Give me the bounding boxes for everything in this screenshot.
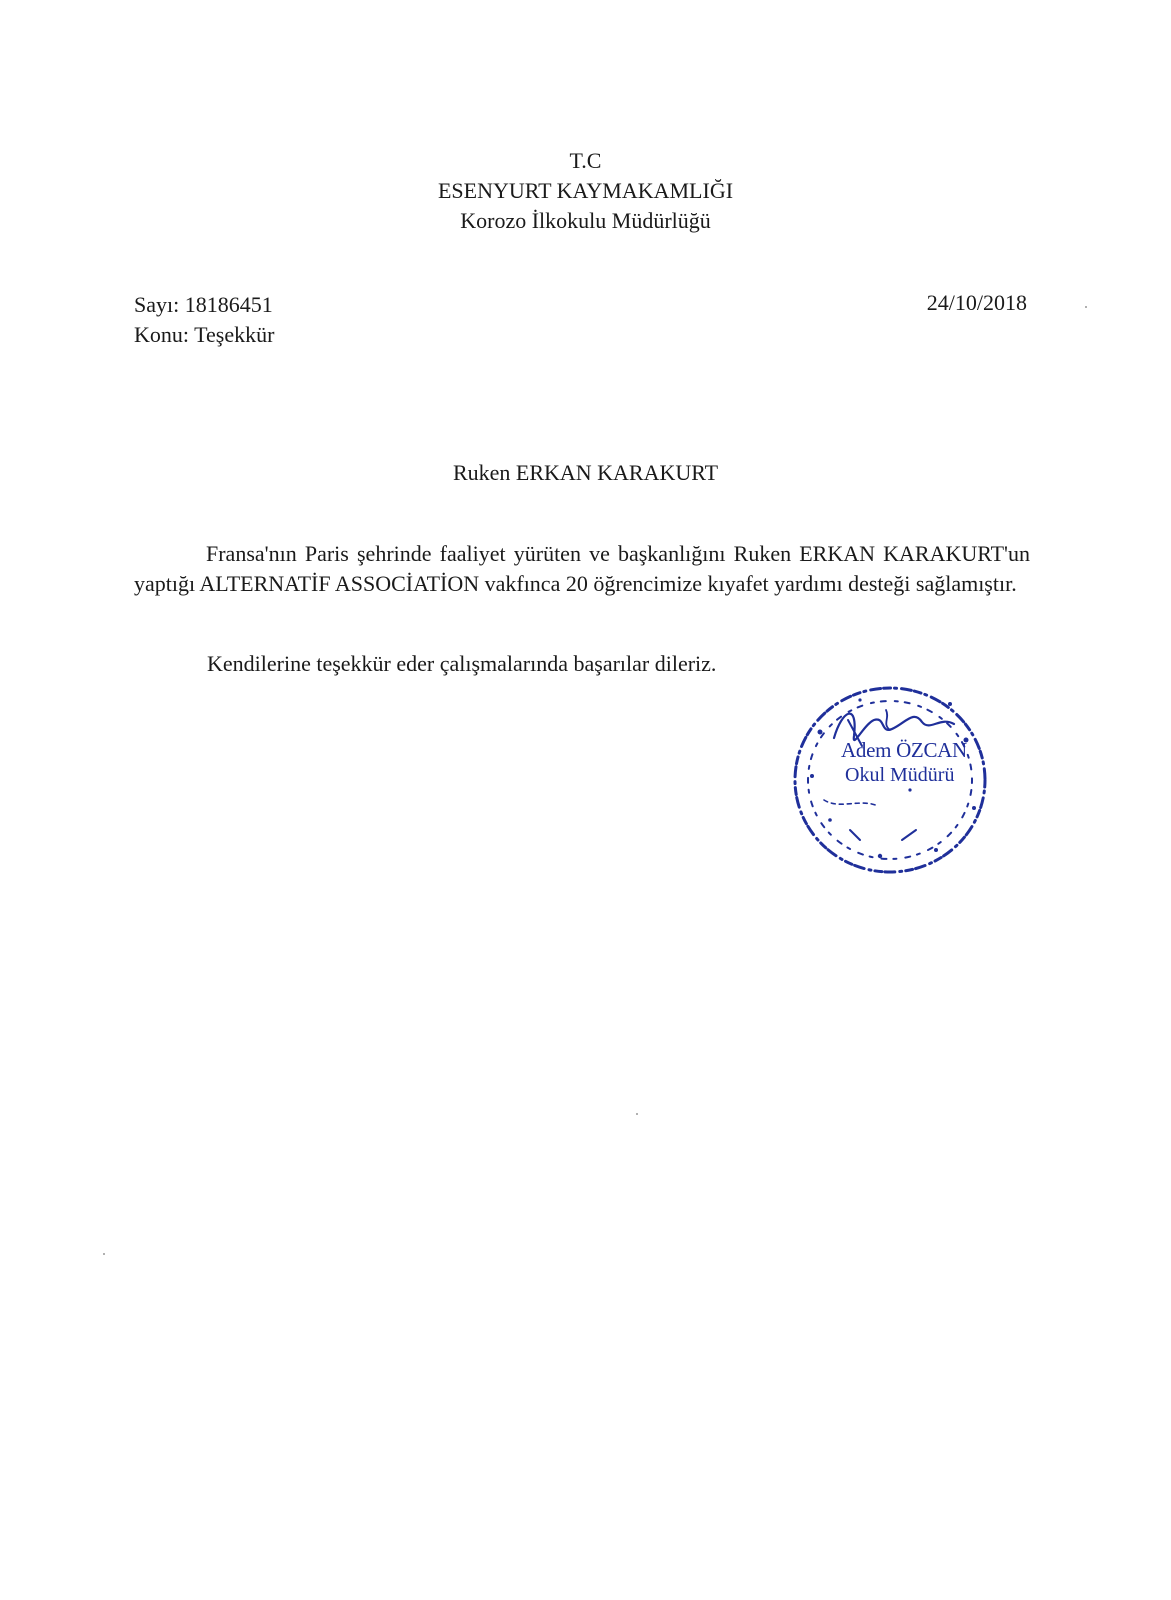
- scan-speck: [636, 1113, 638, 1115]
- letterhead-school: Korozo İlkokulu Müdürlüğü: [460, 208, 711, 233]
- signatory-name: Adem ÖZCAN: [841, 738, 967, 762]
- official-stamp: [790, 680, 1000, 880]
- scan-speck: [103, 1253, 105, 1255]
- body-paragraph: Fransa'nın Paris şehrinde faaliyet yürüten ve başkanlığını Ruken ERKAN KARAKURT'un yaptığı ALTERNATİF ASSOCİATİON vakfınca 20 öğrencimize kıyafet yardımı desteği sağlamıştır.: [134, 541, 1030, 596]
- scan-speck: [1085, 306, 1087, 308]
- closing-paragraph: Kendilerine teşekkür eder çalışmalarında başarılar dileriz.: [207, 651, 717, 676]
- reference-block: [134, 290, 274, 350]
- reference-subject: Konu: Teşekkür: [134, 322, 275, 347]
- letterhead-district: ESENYURT KAYMAKAMLIĞI: [437, 178, 734, 203]
- reference-number: Sayı: 18186451: [134, 292, 273, 317]
- signatory-title: Okul Müdürü: [845, 764, 955, 786]
- letterhead: [0, 146, 1171, 236]
- addressee: Ruken ERKAN KARAKURT: [452, 460, 719, 485]
- letterhead-country: T.C: [569, 148, 602, 173]
- letter-date: 24/10/2018: [926, 290, 1027, 315]
